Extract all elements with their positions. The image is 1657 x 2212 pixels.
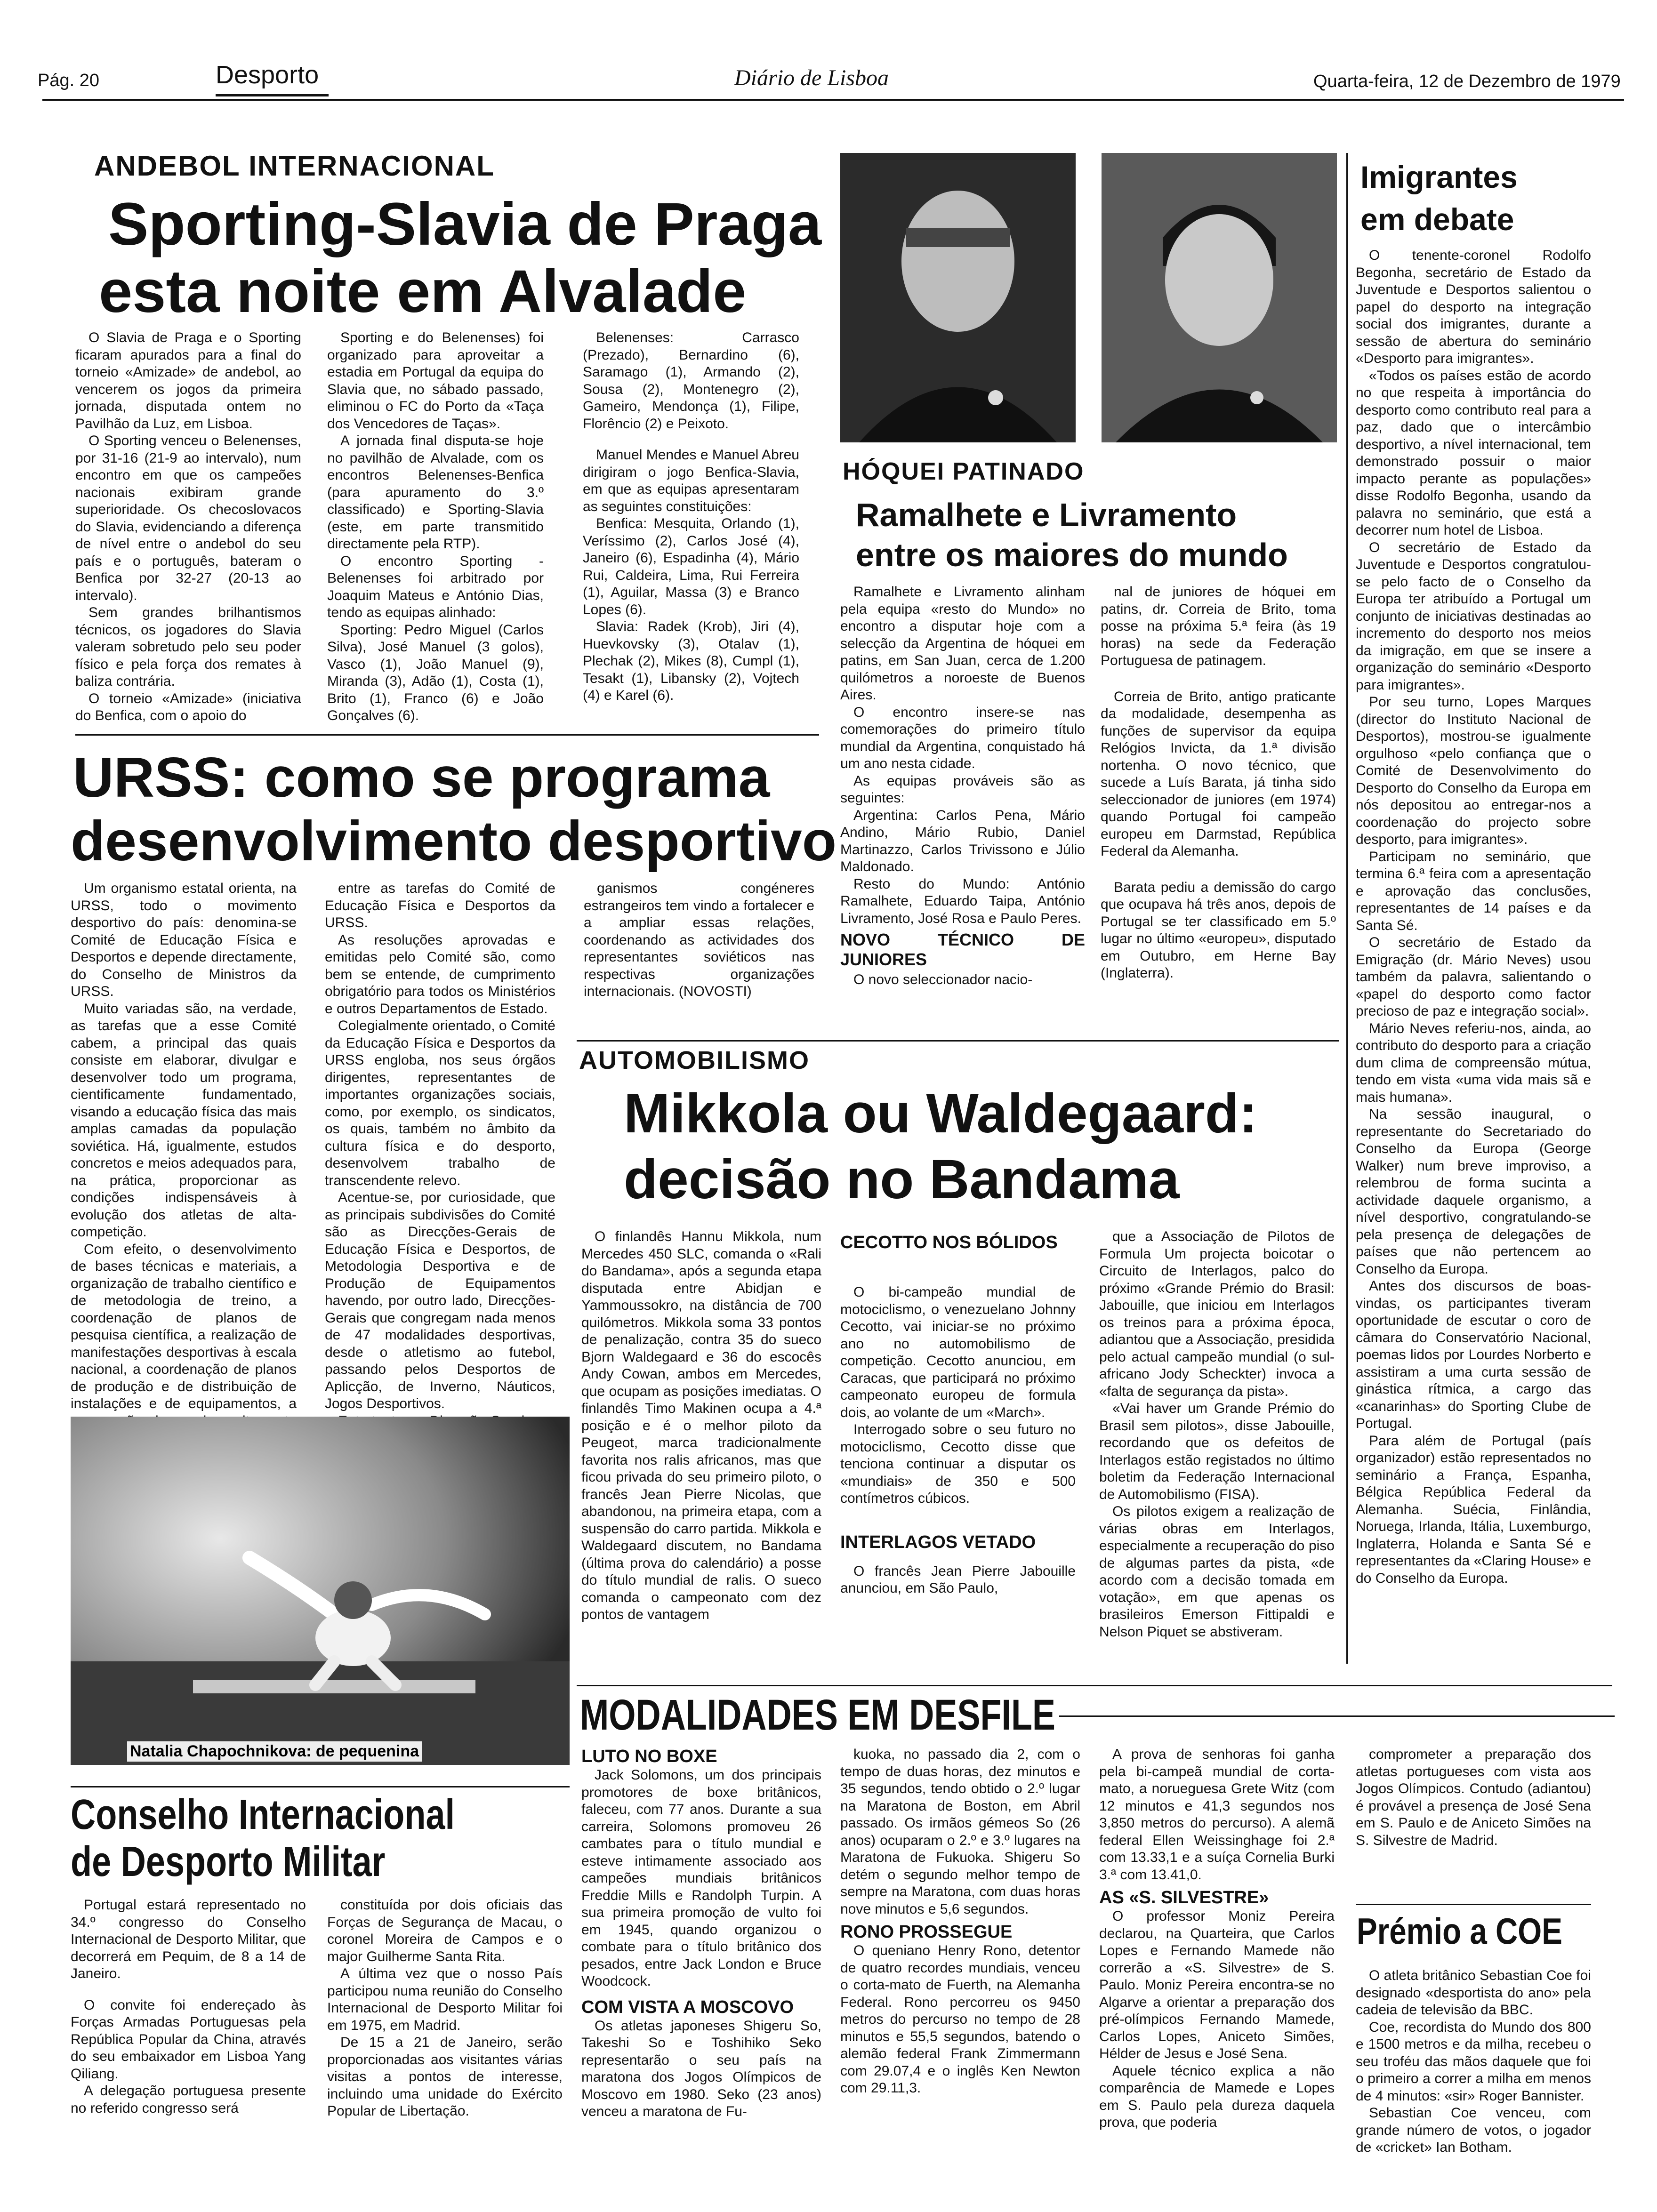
masthead-rule bbox=[42, 99, 1624, 101]
interlagos-subhead: INTERLAGOS VETADO bbox=[840, 1532, 1036, 1552]
conselho-title-line2: de Desporto Militar bbox=[71, 1838, 386, 1885]
silvestre-subhead: AS «S. SILVESTRE» bbox=[1099, 1888, 1269, 1907]
coe-top-rule bbox=[1356, 1904, 1591, 1905]
boxe-subhead: LUTO NO BOXE bbox=[581, 1747, 717, 1766]
section-underline bbox=[216, 94, 329, 96]
hoquei-kicker: HÓQUEI PATINADO bbox=[843, 458, 1085, 485]
hoquei-title-line1: Ramalhete e Livramento bbox=[856, 497, 1237, 533]
auto-col3: que a Associação de Pilotos de Formula Um projecta boicotar o Circuito de Interlagos, palco do próximo «Grande Prémio do Brasil: Jabouille, que iniciou em Interlagos os treinos para a próxima época, adiantou que a Associação, presidida pelo actual campeão mundial (o sul-africano Jody Scheckter) invoca a «falta de segurança da pista». «Vai haver um Grande Prémio do Brasil sem pilotos», disse Jabouille, recordando que os defeitos de Interlagos estão registados no último boletim da Federação Internacional de Automobilismo (FISA). Os pilotos exigem a realização de várias obras em Interlagos, especialmente a recuperação do piso de algumas partes da pista, «de acordo com a decisão tomada em votação», em que apenas os brasileiros Emerson Fittipaldi e Nelson Piquet se abstiveram. bbox=[1099, 1229, 1335, 1640]
hoquei-photo-right bbox=[1102, 153, 1337, 442]
coe-body: O atleta britânico Sebastian Coe foi designado «desportista do ano» pela cadeia de televisão da BBC. Coe, recordista do Mundo dos 800 e 1500 metros e da milha, recebeu o seu troféu das mãos daquele que foi o primeiro a correr a milha em menos de 4 minutos: «sir» Roger Bannister. Sebastian Coe venceu, com grande número de votos, o jogador de «cricket» Ian Botham. bbox=[1356, 1968, 1591, 2155]
gymnast-illustration bbox=[71, 1417, 570, 1765]
imigrantes-title-line1: Imigrantes bbox=[1360, 160, 1518, 194]
conselho-top-rule bbox=[71, 1786, 570, 1787]
conselho-title-line1: Conselho Internacional bbox=[71, 1791, 455, 1838]
conselho-col2: constituída por dois oficiais das Forças de Segurança de Macau, o coronel Moreira de Campos e o major Guilherme Santa Rita. A última vez que o nosso País participou numa reunião do Conselho Internacional de Desporto Militar foi em 1975, em Madrid. De 15 a 21 de Janeiro, serão proporcionadas aos visitantes várias visitas a pontos de interesse, incluindo uma unidade do Exército Popular de Libertação. bbox=[327, 1897, 563, 2119]
section-name: Desporto bbox=[216, 61, 319, 89]
hoquei-photo-left bbox=[840, 153, 1076, 442]
urss-col2: entre as tarefas do Comité de Educação Física e Desportos da URSS. As resoluções aprovadas e emitidas pelo Comité são, como bem se entende, de cumprimento obrigatório para todos os Ministérios e outros Departamentos de Estado. Colegialmente orientado, o Comité da Educação Física e Desportos da URSS engloba, nos seus órgãos dirigentes, representantes de importantes organizações sociais, como, por exemplo, os sindicatos, os quais, também no âmbito da cultura física e do desporto, desenvolvem trabalho de transcendente relevo. Acentue-se, por curiosidade, que as principais subdivisões do Comité são as Direcções-Gerais de Educação Física e Desportos, de Metodologia Desportiva e de Produção de Equipamentos havendo, por outro lado, Direcções-Gerais que congregam nada menos de 47 modalidades desportivas, desde o atletismo ao futebol, passando pelos Desportos de Aplicção, de Inverno, Náuticos, Jogos Desportivos. bbox=[325, 881, 555, 1411]
cecotto-subhead: CECOTTO NOS BÓLIDOS bbox=[840, 1233, 1058, 1252]
modalidades-top-rule bbox=[577, 1685, 1612, 1686]
conselho-col1: Portugal estará representado no 34.º congresso do Conselho Internacional de Desporto Militar, que decorrerá em Pequim, de 8 a 14 de Janeiro. O convite foi endereçado às Forças Armadas Portuguesas pela República Popular da China, através do seu embaixador em Lisboa Yang Qiliang. A delegação portuguesa presente no referido congresso será bbox=[71, 1897, 306, 2116]
urss-title-line1: URSS: como se programa bbox=[73, 746, 770, 809]
andebol-title-line1: Sporting-Slavia de Praga bbox=[108, 191, 822, 258]
andebol-col1: O Slavia de Praga e o Sporting ficaram apurados para a final do torneio «Amizade» de andebol, ao vencerem os jogos da primeira jornada, disputada ontem no Pavilhão da Luz, em Lisboa. O Sporting venceu o Belenenses, por 31-16 (21-9 ao intervalo), num encontro em que os campeões nacionais exibiram grande superioridade. Os checoslovacos do Slavia, evidenciando a diferença de nível entre o andebol do seu país e o português, bateram o Benfica por 32-27 (20-13 ao intervalo). Sem grandes brilhantismos técnicos, os jogadores do Slavia valeram sobretudo pelo seu poder físico e pela força dos remates à baliza contrária. O torneio «Amizade» (iniciativa do Benfica, com o apoio do bbox=[75, 330, 301, 723]
gymnast-caption: Natalia Chapochnikova: de pequenina bbox=[127, 1741, 422, 1762]
hoquei-col1: Ramalhete e Livramento alinham pela equipa «resto do Mundo» no encontro a disputar hoje com a selecção da Argentina de hóquei em patins, em San Juan, cerca de 1.200 quilómetros a noroeste de Buenos Aires. O encontro insere-se nas comemorações do primeiro título mundial da Argentina, conquistado há um ano nesta cidade. As equipas prováveis são as seguintes: Argentina: Carlos Pena, Mário Andino, Mário Rubio, Daniel Martinazzo, Carlos Trivissono e Júlio Maldonado. Resto do Mundo: António Ramalhete, Eduardo Taipa, António Livramento, José Rosa e Paulo Peres. NOVO TÉCNICO DE JUNIORES O novo seleccionador nacio- bbox=[840, 584, 1085, 987]
modalidades-col3: A prova de senhoras foi ganha pela bi-campeã mundial de corta-mato, a norueguesa Grete Witz (com 12 minutos e 41,3 segundos nos 3,850 metros do percurso). A alemã federal Ellen Weissinghage foi 2.ª com 13.33,1 e a suíça Cornelia Burki 3.ª com 13.41,0. AS «S. SILVESTRE» O professor Moniz Pereira declarou, na Quarteira, que Carlos Lopes e Fernando Mamede não correrão a «S. Silvestre» de S. Paulo. Moniz Pereira encontra-se no Algarve a orientar a preparação dos pré-olímpicos Fernando Mamede, Carlos Lopes, Aniceto Simões, Hélder de Jesus e José Sena. Aquele técnico explica a não comparência de Mamede e Lopes em S. Paulo pela dureza daquela prova, que poderia bbox=[1099, 1747, 1335, 2130]
issue-date: Quarta-feira, 12 de Dezembro de 1979 bbox=[1313, 72, 1621, 91]
auto-kicker: AUTOMOBILISMO bbox=[579, 1046, 810, 1074]
modalidades-col4: comprometer a preparação dos atletas portugueses com vista aos Jogos Olímpicos. Contudo (adiantou) é provável a presença de José Sena em S. Paulo e de Aniceto Simões na S. Silvestre de Madrid. bbox=[1356, 1747, 1591, 1848]
newspaper-name: Diário de Lisboa bbox=[734, 65, 889, 90]
modalidades-col2: kuoka, no passado dia 2, com o tempo de duas horas, dez minutos e 35 segundos, tendo obtido o 2.º lugar na Maratona de Boston, em Abril passado. Os irmãos gémeos So (26 anos) ocuparam o 2.º e 3.º lugares na Maratona de Fukuoka. Shigeru So detém o segundo melhor tempo de sempre na Maratona, com duas horas nove minutos e 5,6 segundos. RONO PROSSEGUE O queniano Henry Rono, detentor de quatro recordes mundiais, venceu o corta-mato de Fuerth, na Alemanha Federal. Rono percorreu os 9450 metros do percurso no tempo de 28 minutos e 55,5 segundos, batendo o alemão federal Frank Zimmermann com 29.07,4 e o inglês Ken Newton com 29.11,3. bbox=[840, 1747, 1080, 2096]
andebol-col3: Belenenses: Carrasco (Prezado), Bernardino (6), Saramago (1), Armando (2), Sousa (2), Montenegro (2), Gameiro, Mendonça (1), Filipe, Florêncio (2) e Peixoto. Manuel Mendes e Manuel Abreu dirigiram o jogo Benfica-Slavia, em que as equipas apresentaram as seguintes constituições: Benfica: Mesquita, Orlando (1), Veríssimo (2), Carlos José (4), Janeiro (6), Espadinha (4), Mário Rui, Caldeira, Lima, Rui Ferreira (1), Aguilar, Massa (3) e Branco Lopes (6). Slavia: Radek (Krob), Jiri (4), Huevkovsky (3), Otalav (1), Plechak (2), Mikes (8), Cumpl (1), Tesakt (1), Libansky (2), Vojtech (4) e Karel (6). bbox=[583, 330, 799, 703]
imigrantes-title-line2: em debate bbox=[1360, 202, 1514, 237]
urss-title-line2: desenvolvimento desportivo bbox=[71, 809, 837, 873]
gymnast-photo bbox=[71, 1417, 570, 1765]
auto-title-line1: Mikkola ou Waldegaard: bbox=[624, 1082, 1258, 1145]
urss-col3: ganismos congéneres estrangeiros tem vindo a fortalecer e a ampliar essas relações, coordenando as actividades dos representantes soviéticos nas respectivas organizações internacionais. (NOVOSTI) bbox=[584, 881, 814, 999]
hoquei-title-line2: entre os maiores do mundo bbox=[856, 537, 1288, 573]
auto-top-rule bbox=[577, 1040, 1339, 1042]
coe-title: Prémio a COE bbox=[1357, 1910, 1562, 1952]
andebol-bottom-rule bbox=[75, 734, 819, 736]
andebol-col2: Sporting e do Belenenses) foi organizado para aproveitar a estadia em Portugal da equipa do Slavia que, no sábado passado, eliminou o FC do Porto da «Taça dos Vencedores de Taças». A jornada final disputa-se hoje no pavilhão de Alvalade, com os encontros Belenenses-Benfica (para apuramento do 3.º classificado) e Sporting-Slavia (este, em parte transmitido directamente pela RTP). O encontro Sporting - Belenenses foi arbitrado por Joaquim Mateus e António Dias, tendo as equipas alinhado: Sporting: Pedro Miguel (Carlos Silva), José Manuel (3 golos), Vasco (1), João Manuel (9), Miranda (3), Adão (1), Costa (1), Brito (1), Franco (6) e João Gonçalves (6). bbox=[327, 330, 544, 723]
imigrantes-body: O tenente-coronel Rodolfo Begonha, secretário de Estado da Juventude e Desportos salientou o papel do desporto na integração social dos imigrantes, durante a sessão de abertura do seminário «Desporto para imigrantes». «Todos os países estão de acordo no que respeita à importância do desporto como contributo real para a paz, dado que o intercâmbio desportivo, a nível internacional, tem demonstrado possuir o maior impacto perante as populações» disse Rodolfo Begonha, usando da palavra no seminário, que está a decorrer num hotel de Lisboa. O secretário de Estado da Juventude e Desportos congratulou-se pelo facto de o Conselho da Europa ter atribuído a Portugal um conjunto de iniciativas destinadas ao incremento do desporto nos meios da imigração, em que se insere a organização do seminário «Desporto para imigrantes». Por seu turno, Lopes Marques (director do Instituto Nacional de Desportos), mostrou-se igualmente orgulhoso «pelo confiança que o Comité de Desenvolvimento do Desporto do Conselho da Europa em nós depositou ao entregar-nos a coordenação do projecto sobre desporto, para imigrantes». Participam no seminário, que termina 6.ª feira com a apresentação e aprovação das conclusões, representantes de 14 países e da Santa Sé. O secretário de Estado da Emigração (dr. Mário Neves) usou também da palavra, salientando o «papel do desporto como factor precioso de paz e integração social». Mário Neves referiu-nos, ainda, ao contributo do desporto para a criação dum clima de compreensão mútua, tendo em vista «uma vida mais sã e mais humana». Na sessão inaugural, o representante do Secretariado do Conselho da Europa (George Walker) num breve improviso, a relembrou de forma sucinta a actividade daquele organismo, a nível desportivo, congratulando-se pela presença de delegações de países que não pertencem ao Conselho da Europa. Antes dos discursos de boas-vindas, os participantes tiveram oportunidade de escutar o coro de câmara do Conservatório Nacional, poemas lidos por Lourdes Norberto e assistiram a uma curta sessão de ginástica rítmica, a cargo das «canarinhas» do Sporting Clube de Portugal. Para além de Portugal (país organizador) estão representados no seminário a França, Espanha, Bélgica República Federal da Alemanha. Suécia, Finlândia, Noruega, Irlanda, Itália, Luxemburgo, Inglaterra, Holanda e Santa Sé e representantes da «Claring House» e do Conselho da Europa. bbox=[1356, 248, 1591, 1586]
moscovo-subhead: COM VISTA A MOSCOVO bbox=[581, 1997, 794, 2017]
modalidades-title-rule bbox=[1059, 1715, 1615, 1717]
andebol-kicker: ANDEBOL INTERNACIONAL bbox=[94, 150, 495, 182]
hoquei-col2: nal de juniores de hóquei em patins, dr. Correia de Brito, toma posse na próxima 5.ª feira (às 19 horas) na sede da Federação Portuguesa de patinagem. Correia de Brito, antigo praticante da modalidade, desempenha as funções de supervisor da equipa Relógios Invicta, da 1.ª divisão nortenha. O novo técnico, que sucede a Luís Barata, já tinha sido seleccionador de juniores (em 1974) quando Portugal foi campeão europeu em Darmstad, República Federal da Alemanha. Barata pediu a demissão do cargo que ocupava há três anos, depois de Portugal se ter classificado em 5.º lugar no último «europeu», disputado em Outubro, em Herne Bay (Inglaterra). bbox=[1101, 584, 1336, 981]
auto-col1: O finlandês Hannu Mikkola, num Mercedes 450 SLC, comanda o «Rali do Bandama», após a segunda etapa disputada entre Abidjan e Yammoussokro, na distância de 700 quilómetros. Mikkola soma 33 pontos de penalização, contra 35 do sueco Bjorn Waldegaard e 36 do escocês Andy Cowan, ambos em Mercedes, que ocupam as posições imediatas. O finlandês Timo Makinen ocupa a 4.ª posição e é o melhor piloto da Peugeot, marca tradicionalmente favorita nos ralis africanos, mas que ficou privada do seu primeiro piloto, o francês Jean Pierre Nicolas, que abandonou, na primeira etapa, com a suspensão do carro partida. Mikkola e Waldegaard discutem, no Bandama (última prova do calendário) a posse do título mundial de ralis. O sueco comanda o campeonato com dez pontos de vantagem bbox=[581, 1229, 821, 1622]
modalidades-title: MODALIDADES EM DESFILE bbox=[580, 1691, 1055, 1739]
page-number: Pág. 20 bbox=[38, 71, 99, 90]
andebol-title-line2: esta noite em Alvalade bbox=[99, 258, 747, 325]
portrait-illustration bbox=[840, 153, 1076, 442]
rono-subhead: RONO PROSSEGUE bbox=[840, 1922, 1013, 1942]
hoquei-subhead: NOVO TÉCNICO DE JUNIORES bbox=[840, 930, 1085, 969]
imigrantes-left-rule bbox=[1346, 153, 1348, 1664]
modalidades-col1: LUTO NO BOXE Jack Solomons, um dos principais promotores de boxe britânicos, faleceu, com 77 anos. Durante a sua carreira, Solomons promoveu 26 cambates para o título mundial e esteve intimamente associado aos campeões mundiais britânicos Freddie Mills e Randolph Turpin. A sua primeira promoção de vulto foi em 1945, quando organizou o combate para o título britânico dos pesados, entre Jack London e Bruce Woodcock. COM VISTA A MOSCOVO Os atletas japoneses Shigeru So, Takeshi So e Toshihiko Seko representarão o seu país na maratona dos Jogos Olímpicos de Moscovo em 1980. Seko (23 anos) venceu a maratona de Fu- bbox=[581, 1747, 821, 2119]
portrait-illustration-2 bbox=[1102, 153, 1337, 442]
auto-title-line2: decisão no Bandama bbox=[624, 1148, 1180, 1210]
auto-col2: CECOTTO NOS BÓLIDOS O bi-campeão mundial de motociclismo, o venezuelano Johnny Cecotto, vai iniciar-se no próximo ano no automobilismo de competição. Cecotto anunciou, em Caracas, que participará no próximo campeonato europeu de formula dois, ao volante de um «March». Interrogado sobre o seu futuro no motociclismo, Cecotto disse que tenciona continuar a disputar os «mundiais» de 350 e 500 contímetros cúbicos. INTERLAGOS VETADO O francês Jean Pierre Jabouille anunciou, em São Paulo, bbox=[840, 1233, 1076, 1596]
urss-col1: Um organismo estatal orienta, na URSS, todo o movimento desportivo do país: denomina-se Comité de Educação Física e Desportos e depende directamente, do Conselho de Ministros da URSS. Muito variadas são, na verdade, as tarefas que a esse Comité cabem, a principal das quais consiste em elaborar, divulgar e desenvolver todo um programa, cientificamente fundamentado, visando a educação física das mais amplas camadas da população soviética. Há, igualmente, estudos concretos e meios adequados para, na prática, proporcionar as condições indispensáveis à evolução dos atletas de alta-competição. Com efeito, o desenvolvimento de bases técnicas e materiais, a organização de trabalho científico e de metodologia de treino, a coordenação de planos de pesquisa científica, a realização de manifestações desportivas à escala nacional, a coordenação de planos de produção e de distribuição de instalações e de equipamentos, a bbox=[71, 881, 297, 1411]
